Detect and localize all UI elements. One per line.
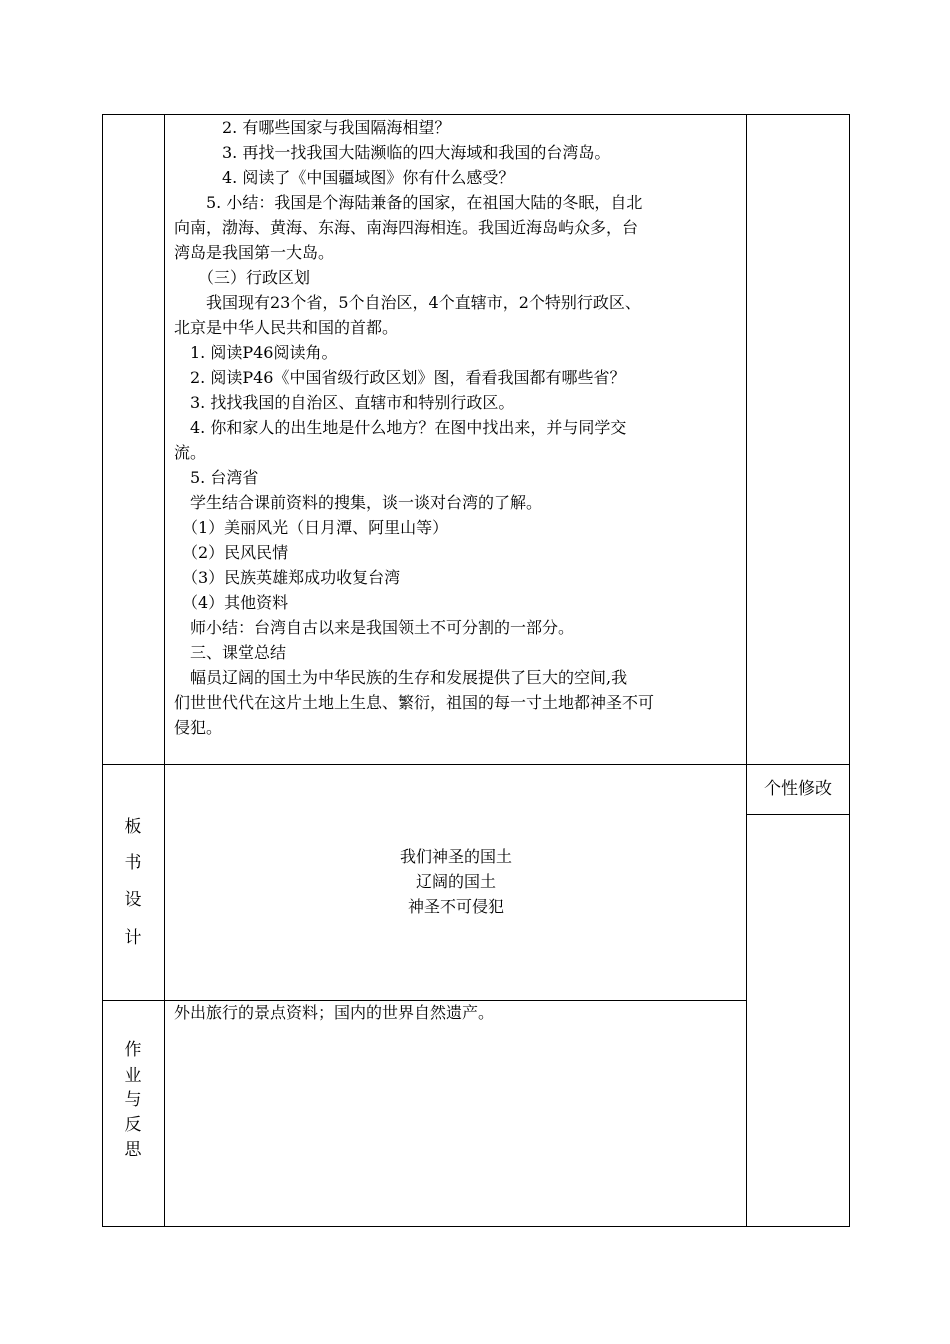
board-line: 神圣不可侵犯 xyxy=(407,897,504,916)
content-line: （4）其他资料 xyxy=(174,593,289,612)
content-line: 湾岛是我国第一大岛。 xyxy=(174,243,335,262)
homework-text: 外出旅行的景点资料；国内的世界自然遗产。 xyxy=(174,1003,495,1022)
table-bottom-border xyxy=(102,1226,850,1227)
table-right-border xyxy=(849,114,850,1227)
content-line: 3. 再找一找我国大陆濒临的四大海域和我国的台湾岛。 xyxy=(174,143,611,162)
board-label-char: 板 xyxy=(124,817,142,837)
content-line: 学生结合课前资料的搜集，谈一谈对台湾的了解。 xyxy=(174,493,543,512)
board-line: 辽阔的国土 xyxy=(415,872,496,891)
section-heading: 三、课堂总结 xyxy=(174,643,287,662)
board-line: 我们神圣的国土 xyxy=(399,847,512,866)
content-line: 幅员辽阔的国土为中华民族的生存和发展提供了巨大的空间,我 xyxy=(174,668,628,687)
content-line: 2. 有哪些国家与我国隔海相望？ xyxy=(174,118,451,137)
content-line: （3）民族英雄郑成功收复台湾 xyxy=(174,568,401,587)
content-line: 2. 阅读P46《中国省级行政区划》图，看看我国都有哪些省？ xyxy=(174,368,626,387)
content-line: 我国现有23个省，5个自治区，4个直辖市，2个特别行政区、 xyxy=(174,293,641,312)
content-line: 师小结：台湾自古以来是我国领土不可分割的一部分。 xyxy=(174,618,575,637)
content-line: （1）美丽风光（日月潭、阿里山等） xyxy=(174,518,449,537)
label-column-divider xyxy=(164,114,165,1227)
content-line: 北京是中华人民共和国的首都。 xyxy=(174,318,399,337)
board-label-char: 计 xyxy=(124,928,142,948)
content-line: 侵犯。 xyxy=(174,718,223,737)
content-line: 1. 阅读P46阅读角。 xyxy=(174,343,338,362)
personal-edit-header-divider xyxy=(746,814,850,815)
section-heading: （三）行政区划 xyxy=(174,268,311,287)
homework-label-char: 与 xyxy=(124,1090,142,1110)
content-line: 向南，渤海、黄海、东海、南海四海相连。我国近海岛屿众多，台 xyxy=(174,218,639,237)
board-label-char: 书 xyxy=(124,853,142,873)
homework-label-char: 思 xyxy=(124,1140,142,1160)
content-line: 5. 小结：我国是个海陆兼备的国家，在祖国大陆的冬眠，自北 xyxy=(174,193,643,212)
row-divider-board xyxy=(102,764,850,765)
homework-label-char: 反 xyxy=(124,1115,142,1135)
homework-label-char: 业 xyxy=(124,1066,142,1086)
homework-label-char: 作 xyxy=(124,1040,142,1060)
board-label-char: 设 xyxy=(124,890,142,910)
content-line: 4. 你和家人的出生地是什么地方？在图中找出来，并与同学交 xyxy=(174,418,627,437)
table-top-border xyxy=(102,114,850,115)
content-line: （2）民风民情 xyxy=(174,543,289,562)
content-line: 3. 找找我国的自治区、直辖市和特别行政区。 xyxy=(174,393,515,412)
content-line: 4. 阅读了《中国疆域图》你有什么感受？ xyxy=(174,168,515,187)
content-line: 5. 台湾省 xyxy=(174,468,259,487)
content-line: 流。 xyxy=(174,443,207,462)
personal-edit-label: 个性修改 xyxy=(764,779,832,799)
content-column-divider xyxy=(746,114,747,1227)
content-line: 们世世代代在这片土地上生息、繁衍，祖国的每一寸土地都神圣不可 xyxy=(174,693,655,712)
